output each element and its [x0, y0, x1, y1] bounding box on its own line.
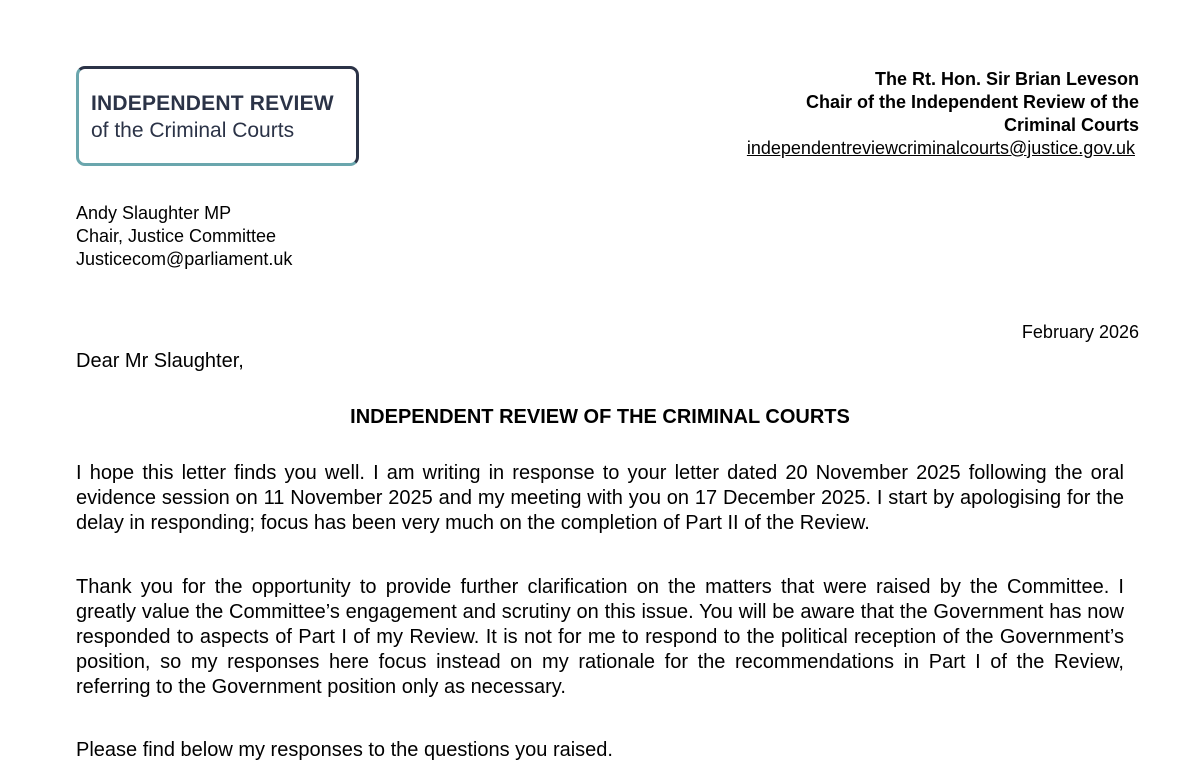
- letter-heading: INDEPENDENT REVIEW OF THE CRIMINAL COURTS: [350, 406, 850, 428]
- review-logo: [76, 66, 359, 166]
- sender-title-line2: Criminal Courts: [1003, 115, 1139, 135]
- logo-title: INDEPENDENT REVIEW: [91, 92, 334, 115]
- sender-email-link[interactable]: independentreviewcriminalcourts@justice.gov.uk: [746, 138, 1135, 158]
- sender-block: [747, 68, 1139, 160]
- paragraph-3: Please find below my responses to the questions you raised.: [76, 739, 613, 761]
- recipient-block: [76, 202, 292, 271]
- paragraph-1: I hope this letter finds you well. I am writing in response to your letter dated 20 November 2025 following the oral evidence session on 11 November 2025 and my meeting with you on 17 December 2025. I start by apologising for the delay in responding; focus has been very much on the completion of Part II of the Review.: [76, 462, 1124, 534]
- sender-name: The Rt. Hon. Sir Brian Leveson: [874, 69, 1139, 89]
- recipient-role: Chair, Justice Committee: [76, 226, 277, 246]
- salutation: Dear Mr Slaughter,: [76, 350, 244, 372]
- recipient-name: Andy Slaughter MP: [76, 203, 232, 223]
- sender-title-line1: Chair of the Independent Review of the: [805, 92, 1139, 112]
- paragraph-2: Thank you for the opportunity to provide further clarification on the matters that were raised by the Committee. I greatly value the Committee’s engagement and scrutiny on this issue. You will be aware that the Government has now responded to aspects of Part I of my Review. It is not for me to respond to the political reception of the Government’s position, so my responses here focus instead on my rationale for the recommendations in Part I of the Review, referring to the Government position only as necessary.: [76, 576, 1124, 698]
- letter-date: February 2026: [1021, 322, 1139, 342]
- recipient-email: Justicecom@parliament.uk: [76, 249, 293, 269]
- logo-subtitle: of the Criminal Courts: [91, 119, 295, 142]
